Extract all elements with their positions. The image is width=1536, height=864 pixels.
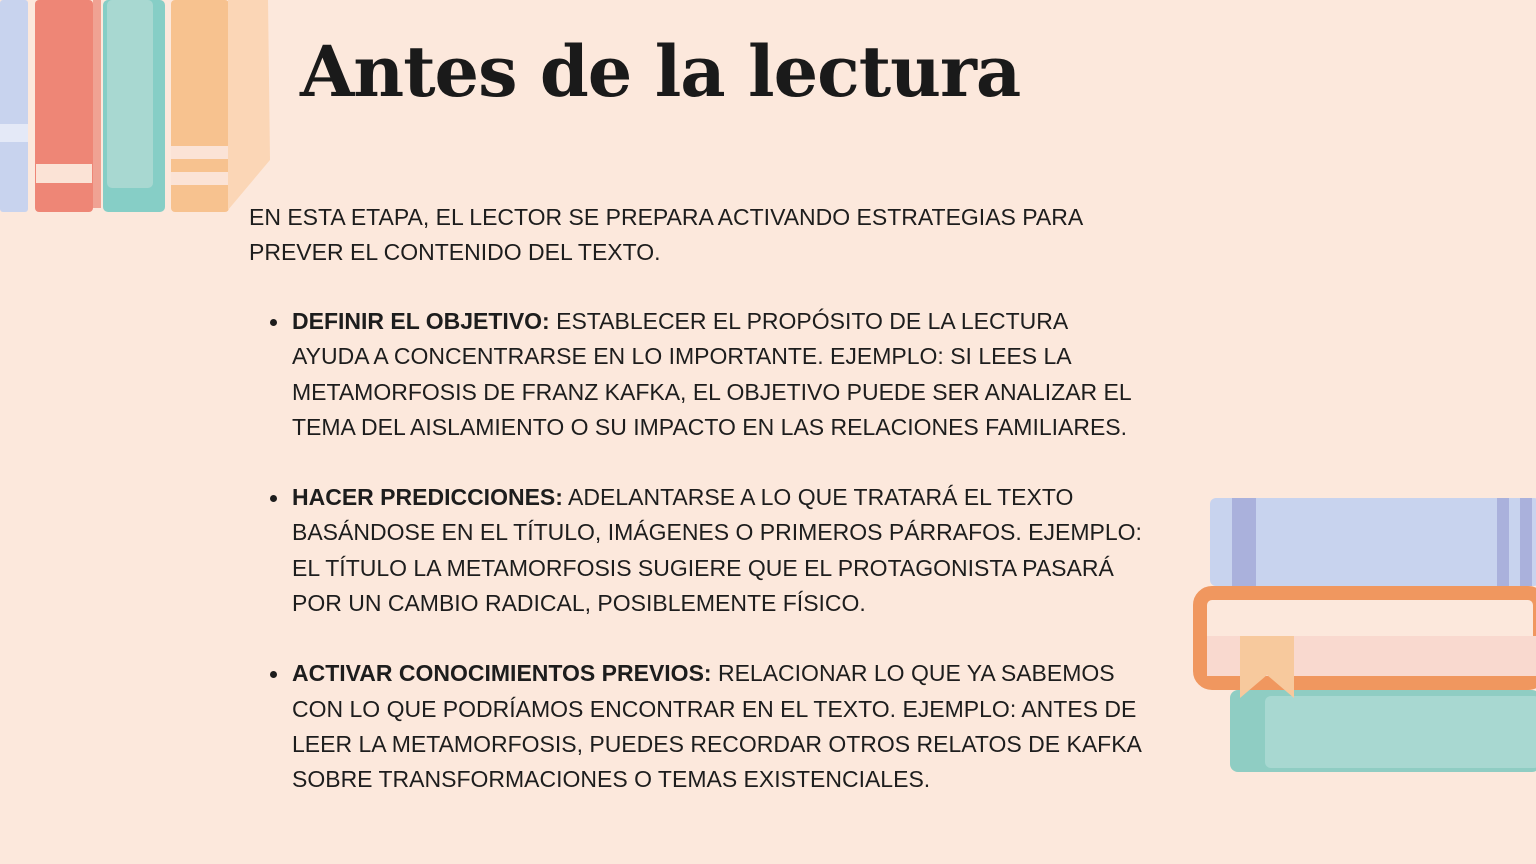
- strategy-list: [292, 304, 1142, 833]
- list-item-definir-objetivo: [292, 304, 1142, 445]
- books-stack-illustration: [1190, 490, 1536, 780]
- item-text: ADELANTARSE A LO QUE TRATARÁ EL TEXTO: [562, 484, 1074, 511]
- item-text: TEMA DEL AISLAMIENTO O SU IMPACTO EN LAS RELACIONES FAMILIARES.: [292, 413, 1128, 440]
- item-label: HACER PREDICCIONES:: [292, 484, 563, 511]
- intro-line: PREVER EL CONTENIDO DEL TEXTO.: [249, 239, 661, 265]
- item-text: LEER LA METAMORFOSIS, PUEDES RECORDAR OTROS RELATOS DE KAFKA: [292, 730, 1142, 757]
- page-title: Antes de la lectura: [300, 30, 1021, 113]
- item-text: ESTABLECER EL PROPÓSITO DE LA LECTURA: [549, 308, 1069, 334]
- item-text: RELACIONAR LO QUE YA SABEMOS: [711, 660, 1115, 687]
- item-text: EL TÍTULO LA METAMORFOSIS SUGIERE QUE EL PROTAGONISTA PASARÁ: [292, 554, 1114, 581]
- item-text: BASÁNDOSE EN EL TÍTULO, IMÁGENES O PRIMEROS PÁRRAFOS. EJEMPLO:: [292, 519, 1142, 546]
- item-text: METAMORFOSIS DE FRANZ KAFKA, EL OBJETIVO PUEDE SER ANALIZAR EL: [292, 378, 1132, 405]
- item-text: CON LO QUE PODRÍAMOS ENCONTRAR EN EL TEXTO. EJEMPLO: ANTES DE: [292, 695, 1137, 722]
- item-label: DEFINIR EL OBJETIVO:: [292, 308, 550, 334]
- item-label: ACTIVAR CONOCIMIENTOS PREVIOS:: [292, 660, 712, 687]
- books-shelf-illustration: [0, 0, 280, 220]
- item-text: POR UN CAMBIO RADICAL, POSIBLEMENTE FÍSICO.: [292, 590, 866, 617]
- list-item-hacer-predicciones: [292, 480, 1142, 621]
- intro-line: EN ESTA ETAPA, EL LECTOR SE PREPARA ACTIVANDO ESTRATEGIAS PARA: [249, 204, 1084, 230]
- list-item-activar-conocimientos: [292, 656, 1142, 797]
- item-text: SOBRE TRANSFORMACIONES O TEMAS EXISTENCIALES.: [292, 766, 931, 793]
- intro-paragraph: [249, 200, 1083, 270]
- item-text: AYUDA A CONCENTRARSE EN LO IMPORTANTE. EJEMPLO: SI LEES LA: [292, 343, 1072, 370]
